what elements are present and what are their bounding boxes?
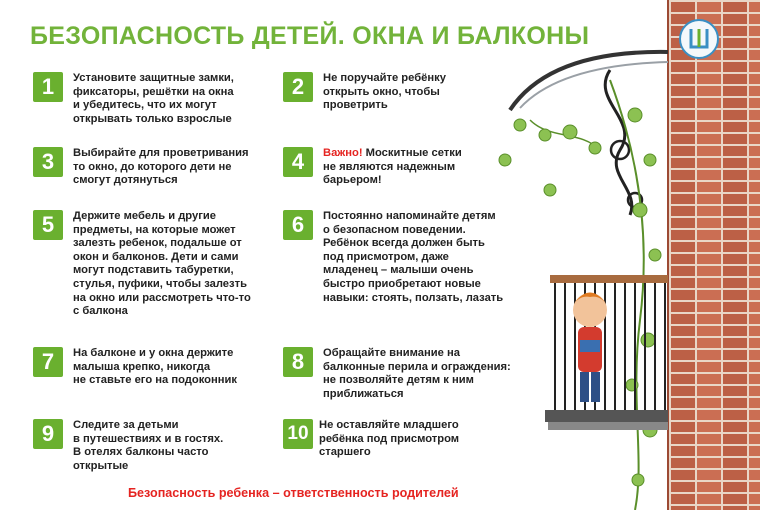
tip-number: 3 [33,147,63,177]
tip-3 [33,147,249,188]
tip-number: 1 [33,72,63,102]
tip-5 [33,210,251,319]
tip-1 [33,72,234,126]
tip-text-rest: Москитные сетки не являются надежным барьером! [323,147,462,187]
tip-6 [283,210,503,305]
tip-number: 2 [283,72,313,102]
tip-text: Постоянно напоминайте детям о безопасном поведении. Ребёнок всегда должен быть под присмотром, даже младенец – малыши очень быстро приобретают новые навыки: стоять, ползать, лазать [323,210,504,304]
tip-2 [283,72,446,113]
child-figure [573,293,607,403]
tip-number: 9 [33,419,63,449]
tip-10 [283,419,459,460]
balcony-railing [545,275,668,430]
tip-number: 4 [283,147,313,177]
balcony-illustration [490,40,670,510]
tip-text [323,147,462,188]
brick-wall [667,0,760,510]
tip-number: 8 [283,347,313,377]
tip-text: Следите за детьми в путешествиях и в гостях. В отелях балконы часто открытые [73,419,224,472]
tip-text: На балконе и у окна держите малыша крепко, никогда не ставьте его на подоконник [73,347,238,387]
tip-number: 5 [33,210,63,240]
tip-text: Держите мебель и другие предметы, на которые может залезть ребенок, подальше от окон и балконов. Дети и сами могут подставить табуретки, стулья, пуфики, чтобы залезть на окно или рассмотреть что-то с балкона [73,210,251,318]
page-title: БЕЗОПАСНОСТЬ ДЕТЕЙ. ОКНА И БАЛКОНЫ [30,22,590,50]
tip-7 [33,347,237,388]
tip-text: Не поручайте ребёнку открыть окно, чтобы проветрить [323,72,446,112]
tip-number: 7 [33,347,63,377]
logo-icon [679,19,719,59]
warning-label: Важно! [323,147,363,159]
tip-number: 10 [283,419,313,449]
tip-4 [283,147,462,188]
tip-number: 6 [283,210,313,240]
tip-8 [283,347,511,401]
footer-slogan: Безопасность ребенка – ответственность родителей [128,486,459,500]
tip-text: Выбирайте для проветривания то окно, до которого дети не смогут дотянуться [73,147,249,187]
tip-9 [33,419,223,473]
ivy-vine [499,80,661,510]
tip-text: Установите защитные замки, фиксаторы, решётки на окна и убедитесь, что их могут открывать только взрослые [73,72,234,125]
logo-mark [681,21,717,57]
tip-text: Обращайте внимание на балконные перила и ограждения: не позволяйте детям к ним приближаться [323,347,511,400]
tip-text: Не оставляйте младшего ребёнка под присмотром старшего [319,419,460,459]
